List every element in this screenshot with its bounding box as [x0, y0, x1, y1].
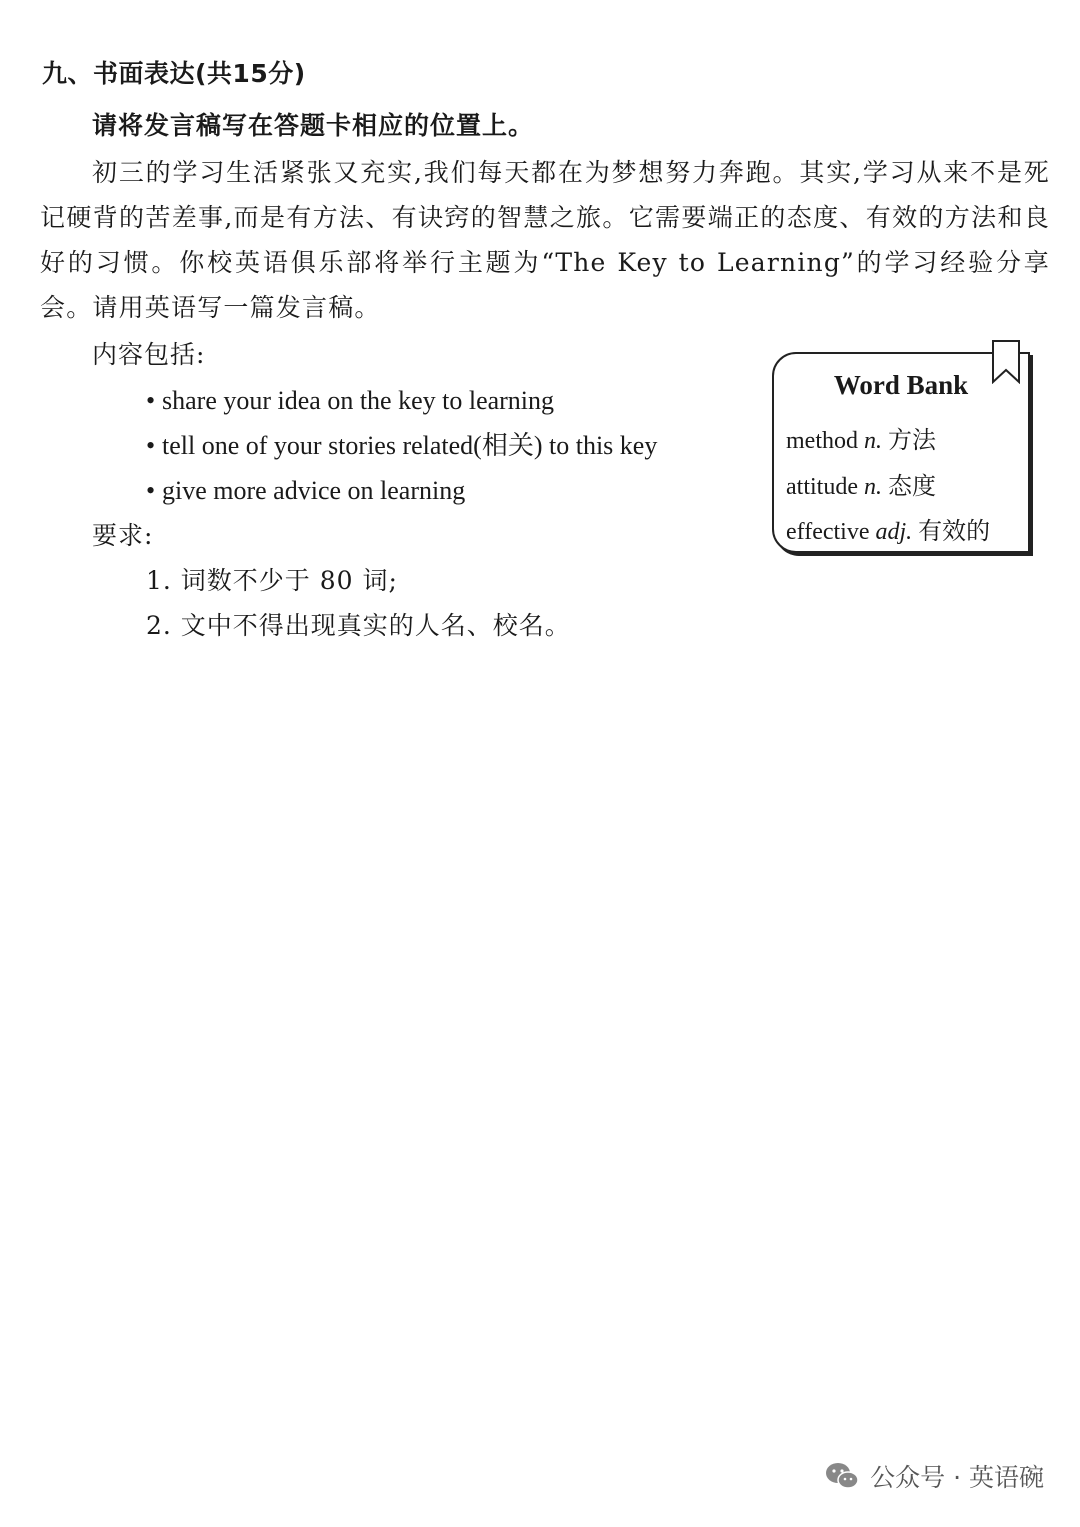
word-bank-pos: adj.	[875, 519, 913, 545]
word-bank-entry	[786, 466, 936, 501]
content-bullet-text: give more advice on learning	[162, 476, 466, 505]
word-bank-pos: n.	[864, 428, 882, 454]
word-bank-word: effective	[786, 519, 870, 545]
word-bank-meaning: 方法	[888, 428, 936, 454]
word-bank-word: method	[786, 428, 858, 454]
requirement-item: 2. 文中不得出现真实的人名、校名。	[146, 611, 571, 640]
word-bank-pos: n.	[863, 474, 882, 500]
content-bullet-text: share your idea on the key to learning	[162, 386, 555, 415]
content-bullet-list	[146, 378, 657, 513]
content-bullet	[146, 468, 657, 513]
wechat-icon	[824, 1461, 860, 1491]
bullet-dot: •	[146, 431, 156, 460]
requirement-item: 1. 词数不少于 80 词;	[146, 566, 398, 595]
section-title: 九、书面表达(共15分)	[42, 59, 306, 88]
bullet-dot: •	[146, 386, 156, 415]
bullet-dot: •	[146, 476, 156, 505]
word-bank-meaning: 态度	[887, 474, 936, 500]
word-bank-meaning: 有效的	[918, 519, 991, 545]
content-bullet	[146, 423, 657, 468]
instruction-text: 请将发言稿写在答题卡相应的位置上。	[92, 111, 535, 140]
requirements-list	[146, 558, 571, 648]
requirements-label: 要求:	[92, 521, 154, 550]
word-bank-entry	[786, 511, 990, 546]
word-bank-word: attitude	[786, 474, 858, 500]
footer-text: 公众号 · 英语碗	[870, 1463, 1044, 1492]
word-bank-title: Word Bank	[833, 370, 969, 400]
word-bank-box	[772, 352, 1030, 553]
footer-watermark	[824, 1458, 1044, 1494]
word-bank-entry	[786, 420, 936, 455]
content-bullet-text: tell one of your stories related(相关) to this key	[162, 431, 658, 460]
content-bullet	[146, 378, 657, 423]
content-label: 内容包括:	[92, 340, 206, 369]
task-passage: 初三的学习生活紧张又充实,我们每天都在为梦想努力奔跑。其实,学习从来不是死记硬背的苦差事,而是有方法、有诀窍的智慧之旅。它需要端正的态度、有效的方法和良好的习惯。你校英语俱乐部将举行主题为“The Key to Learning”的学习经验分享会。请用英语写一篇发言稿。	[40, 158, 1050, 322]
